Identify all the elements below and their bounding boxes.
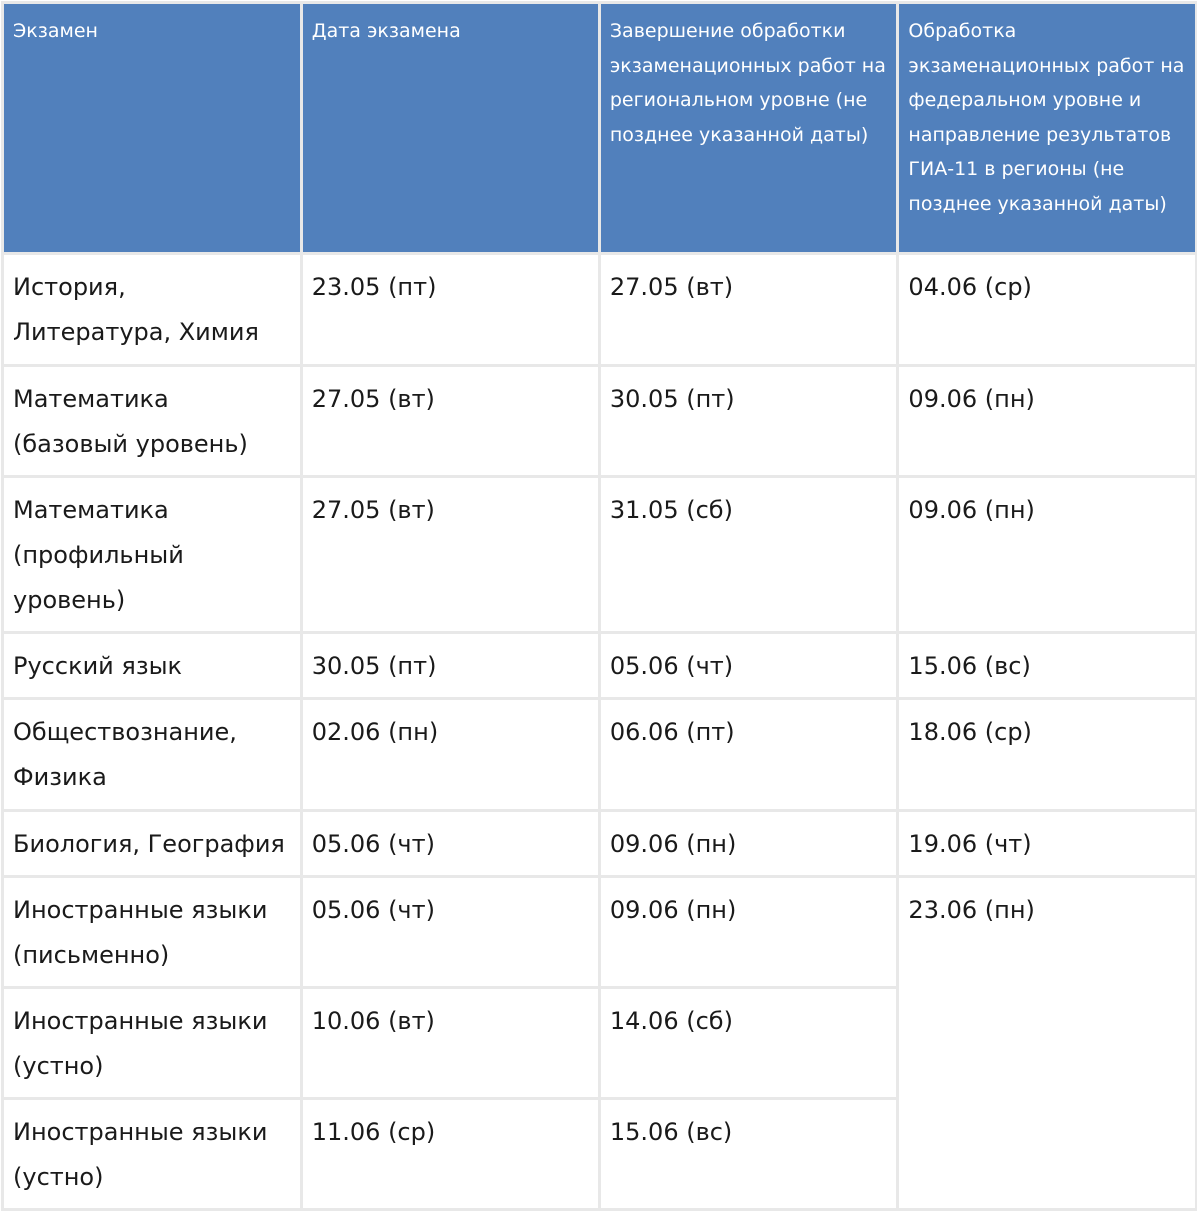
table-row [4, 812, 1195, 875]
cell-date: 27.05 (вт) [303, 478, 598, 631]
cell-exam: Иностранные языки (устно) [4, 989, 300, 1097]
cell-exam: Иностранные языки (письменно) [4, 878, 300, 986]
cell-exam: История, Литература, Химия [4, 255, 300, 364]
exam-schedule-table [1, 1, 1197, 1211]
cell-date: 05.06 (чт) [303, 812, 598, 875]
table-row [4, 634, 1195, 697]
cell-exam: Математика (профильный уровень) [4, 478, 300, 631]
cell-regional: 31.05 (сб) [601, 478, 897, 631]
cell-date: 10.06 (вт) [303, 989, 598, 1097]
cell-exam: Математика (базовый уровень) [4, 367, 300, 475]
cell-date: 30.05 (пт) [303, 634, 598, 697]
cell-exam: Русский язык [4, 634, 300, 697]
cell-exam: Биология, География [4, 812, 300, 875]
header-federal: Обработка экзаменационных работ на федеральном уровне и направление результатов ГИА-11 в регионы (не позднее указанной даты) [899, 4, 1195, 252]
cell-federal: 23.06 (пн) [899, 878, 1195, 1208]
cell-regional: 27.05 (вт) [601, 255, 897, 364]
cell-federal: 09.06 (пн) [899, 367, 1195, 475]
table-row [4, 700, 1195, 809]
cell-exam: Иностранные языки (устно) [4, 1100, 300, 1208]
cell-regional: 06.06 (пт) [601, 700, 897, 809]
cell-exam: Обществознание, Физика [4, 700, 300, 809]
cell-regional: 09.06 (пн) [601, 878, 897, 986]
cell-federal: 19.06 (чт) [899, 812, 1195, 875]
cell-date: 05.06 (чт) [303, 878, 598, 986]
table-row [4, 367, 1195, 475]
cell-date: 02.06 (пн) [303, 700, 598, 809]
cell-federal: 15.06 (вс) [899, 634, 1195, 697]
table-row [4, 255, 1195, 364]
cell-regional: 05.06 (чт) [601, 634, 897, 697]
table-row [4, 478, 1195, 631]
cell-regional: 09.06 (пн) [601, 812, 897, 875]
header-date: Дата экзамена [303, 4, 598, 252]
header-row [4, 4, 1195, 252]
cell-date: 11.06 (ср) [303, 1100, 598, 1208]
cell-federal: 09.06 (пн) [899, 478, 1195, 631]
header-exam: Экзамен [4, 4, 300, 252]
header-regional: Завершение обработки экзаменационных работ на региональном уровне (не позднее указанной даты) [601, 4, 897, 252]
cell-federal: 18.06 (ср) [899, 700, 1195, 809]
cell-regional: 15.06 (вс) [601, 1100, 897, 1208]
cell-regional: 14.06 (сб) [601, 989, 897, 1097]
cell-regional: 30.05 (пт) [601, 367, 897, 475]
cell-date: 23.05 (пт) [303, 255, 598, 364]
table-row [4, 878, 1195, 986]
cell-date: 27.05 (вт) [303, 367, 598, 475]
cell-federal: 04.06 (ср) [899, 255, 1195, 364]
